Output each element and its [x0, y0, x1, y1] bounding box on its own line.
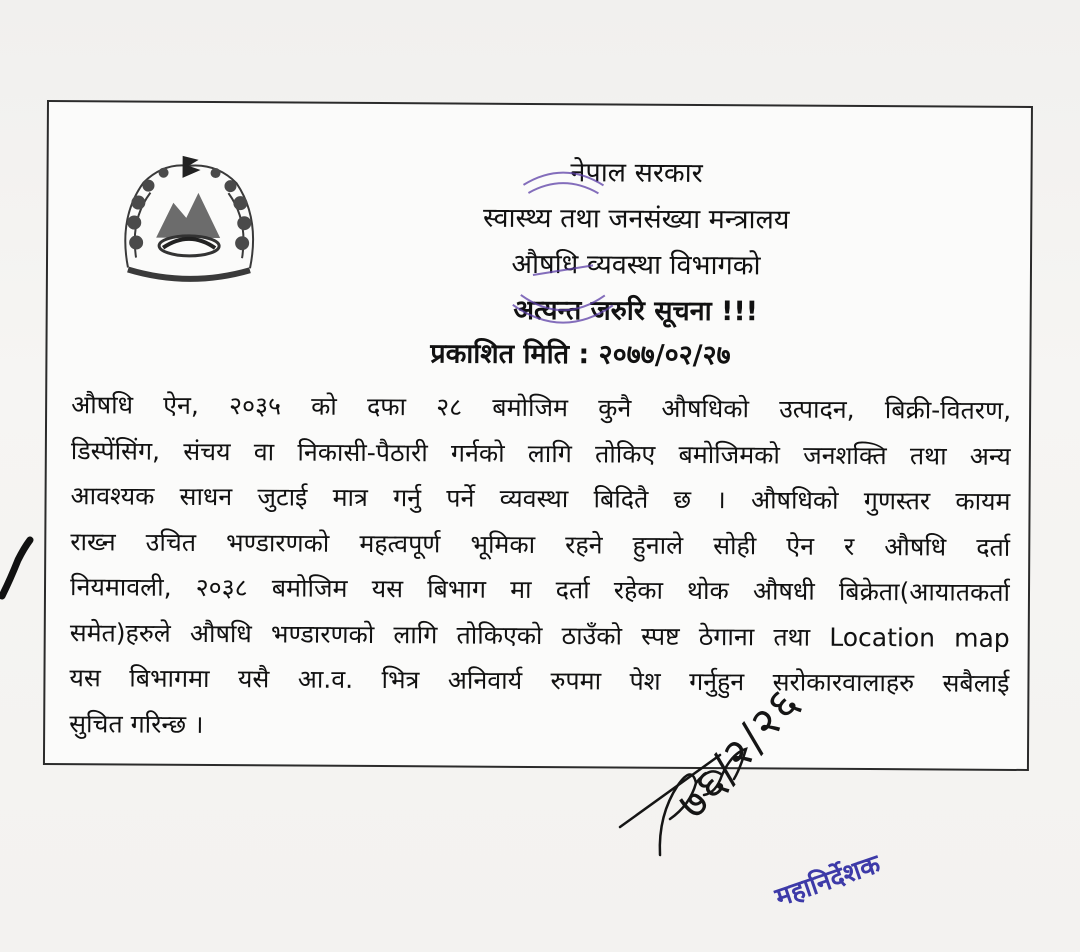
body-line: समेत)हरुले औषधि भण्डारणको लागि तोकिएको ठाउँको स्पष्ट ठेगाना तथा Location map — [69, 617, 1010, 653]
body-line: सुचित गरिन्छ । — [69, 708, 204, 739]
body-line: नियमावली, २०३८ बमोजिम यस बिभाग मा दर्ता रहेका थोक औषधी बिक्रेता(आयातकर्ता — [69, 572, 1011, 607]
body-line: राख्न उचित भण्डारणको महत्वपूर्ण भूमिका रहने हुनाले सोही ऐन र औषधि दर्ता — [70, 526, 1011, 562]
handwritten-date: ७६/२/२६ — [667, 677, 811, 829]
body-line: यस बिभागमा यसै आ.व. भित्र अनिवार्य रुपमा पेश गर्नुहुन सरोकारवालाहरु सबैलाई — [69, 663, 1010, 698]
department-stamp-icon — [503, 155, 624, 341]
pen-mark-icon — [0, 530, 40, 600]
notice-title: अत्यन्त जरुरि सूचना !!! — [513, 294, 759, 328]
body-line: आवश्यक साधन जुटाई मात्र गर्नु पर्ने व्यवस्था बिदितै छ । औषधिको गुणस्तर कायम — [70, 481, 1011, 516]
ministry-name: स्वास्थ्य तथा जनसंख्या मन्त्रालय — [482, 202, 790, 236]
government-name: नेपाल सरकार — [570, 157, 703, 190]
notice-body — [69, 382, 1011, 752]
notice-box — [43, 100, 1033, 771]
department-name: औषधि व्यवस्था विभागको — [511, 248, 761, 282]
designation-stamp: महानिर्देशक — [771, 849, 885, 914]
body-line: औषधि ऐन, २०३५ को दफा २८ बमोजिम कुनै औषधिको उत्पादन, बिक्री-वितरण, — [71, 390, 1012, 425]
published-date: प्रकाशित मिति : २०७७/०२/२७ — [430, 338, 731, 372]
body-line: डिस्पेंसिंग, संचय वा निकासी-पैठारी गर्नको लागि तोकिए बमोजिमको जनशक्ति तथा अन्य — [70, 435, 1011, 471]
